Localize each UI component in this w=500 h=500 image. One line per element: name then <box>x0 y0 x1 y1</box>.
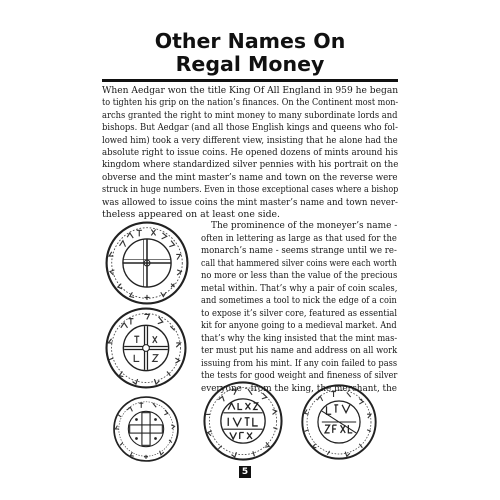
body-line: and sometimes a tool to nick the edge of a coin <box>201 296 397 306</box>
body-line: call that hammered silver coins were each worth <box>201 258 397 269</box>
title-line-2: Regal Money <box>175 52 325 76</box>
body-line: ter must put his name and address on all work <box>201 346 398 356</box>
intro-line: to tighten his grip on the nation’s finances. On the Continent most mon- <box>102 97 399 109</box>
intro-line: lowed him) took a very different view, insisting that he alone had the <box>102 134 398 146</box>
coin-cross-reverse-icon <box>104 306 188 390</box>
body-paragraph <box>201 220 397 395</box>
coin-cross-reverse-icon <box>104 220 190 306</box>
intro-line: struck in huge numbers. Even in those exceptional cases where a bishop <box>102 184 399 196</box>
body-line: kit for anyone going to a medieval market. And <box>201 321 397 331</box>
body-line: monarch’s name - seems strange until we re- <box>201 246 397 256</box>
body-line: no more or less than the value of the precious <box>201 271 398 281</box>
body-line: issuing from his mint. If any coin failed to pass <box>201 358 398 369</box>
intro-line: bishops. But Aedgar (and all those English kings and queens who fol- <box>102 122 398 134</box>
intro-line: obverse and the mint master’s name and town on the reverse were <box>102 171 398 183</box>
intro-paragraph <box>102 85 398 221</box>
page-title <box>0 30 500 76</box>
intro-line: kingdom where standardized silver pennies with his portrait on the <box>102 159 399 171</box>
body-line: everyone - from the king, the merchant, the <box>201 383 398 394</box>
intro-line: archs granted the right to mint money to many subordinate lords and <box>102 109 398 121</box>
body-line: that’s why the king insisted that the mint mas- <box>201 333 398 344</box>
title-line-1: Other Names On <box>154 29 346 53</box>
body-line: to expose it’s silver core, featured as essential <box>201 308 398 319</box>
title-rule <box>102 79 398 82</box>
body-line: often in lettering as large as that used for the <box>201 233 397 244</box>
intro-line: When Aedgar won the title King Of All England in 959 he began <box>102 85 399 96</box>
intro-line: theless appeared on at least one side. <box>102 209 280 221</box>
coin-cross-reverse-icon <box>112 395 180 463</box>
intro-line: was allowed to issue coins the mint master’s name and town never- <box>102 196 398 208</box>
intro-line: absolute right to issue coins. He opened dozens of mints around his <box>102 147 398 159</box>
page-number: 5 <box>239 466 251 478</box>
body-line: The prominence of the moneyer’s name - <box>211 221 398 231</box>
body-line: the tests for good weight and fineness of silver <box>201 371 398 381</box>
body-line: metal within. That’s why a pair of coin scales, <box>201 283 398 294</box>
